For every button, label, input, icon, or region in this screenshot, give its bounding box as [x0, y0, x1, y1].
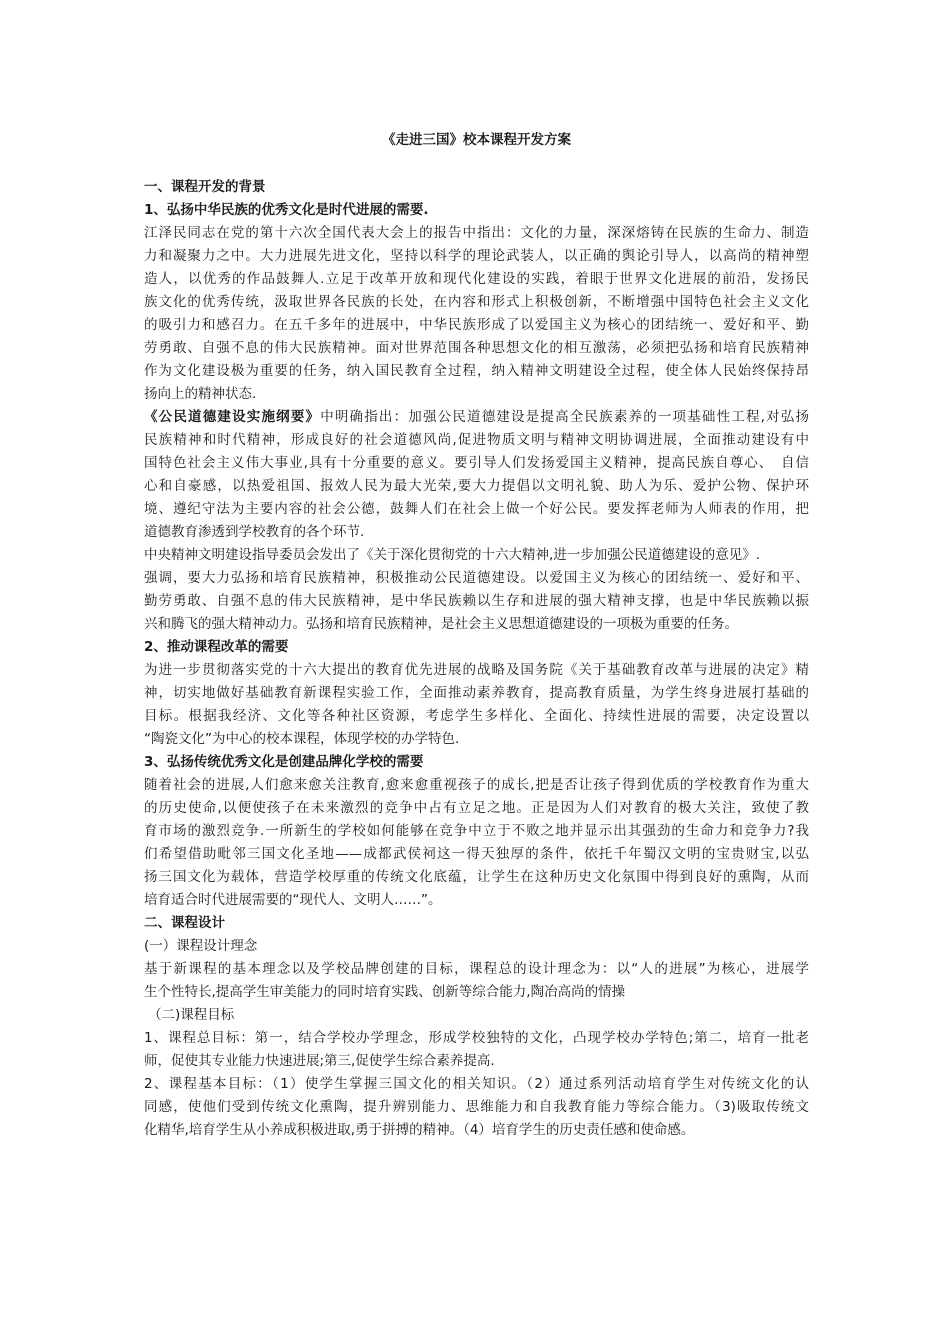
text-line: 的吸引力和感召力。在五千多年的进展中，中华民族形成了以爱国主义为核心的团结统一、爱好和平、勤: [144, 317, 809, 333]
text-line: 勤劳勇敢、自强不息的伟大民族精神，是中华民族赖以生存和进展的强大精神支撑，也是中华民族赖以振: [144, 593, 809, 609]
document-body: [144, 176, 809, 1142]
section-heading: 3、弘扬传统优秀文化是创建品牌化学校的需要: [144, 754, 424, 770]
text-line: 目标。根据我经济、文化等各种社区资源，考虑学生多样化、全面化、持续性进展的需要，决定设置以: [144, 708, 809, 724]
text-line: 2、课程基本目标：（1）使学生掌握三国文化的相关知识。（2）通过系列活动培育学生对传统文化的认: [144, 1076, 809, 1092]
text-line: 劳勇敢、自强不息的伟大民族精神。面对世界范围各种思想文化的相互激荡，必须把弘扬和培育民族精神: [144, 340, 809, 356]
text-line: （二)课程目标: [148, 1007, 235, 1023]
text-line: 强调，要大力弘扬和培育民族精神，积极推动公民道德建设。以爱国主义为核心的团结统一、爱好和平、: [144, 570, 809, 586]
section-heading: 一、课程开发的背景: [144, 179, 266, 195]
text-line: 造人，以优秀的作品鼓舞人.立足于改革开放和现代化建设的实践，着眼于世界文化进展的前沿，发扬民: [144, 271, 809, 287]
bold-citation: 《公民道德建设实施纲要》: [144, 409, 321, 425]
text-line: 1、课程总目标：第一，结合学校办学理念，形成学校独特的文化，凸现学校办学特色;第二，培育一批老: [144, 1030, 809, 1046]
text-line: 族文化的优秀传统，汲取世界各民族的长处，在内容和形式上积极创新，不断增强中国特色社会主义文化: [144, 294, 809, 310]
text-line: 神，切实地做好基础教育新课程实验工作，全面推动素养教育，提高教育质量，为学生终身进展打基础的: [144, 685, 809, 701]
text-line: 兴和腾飞的强大精神动力。弘扬和培育民族精神，是社会主义思想道德建设的一项极为重要的任务。: [144, 616, 738, 632]
section-heading: 1、弘扬中华民族的优秀文化是时代进展的需要.: [144, 202, 429, 218]
text-line: 道德教育渗透到学校教育的各个环节.: [144, 524, 365, 540]
text-line: 的历史使命,以便使孩子在未来激烈的竞争中占有立足之地。正是因为人们对教育的极大关注，致使了教: [144, 800, 809, 816]
text-line: [144, 406, 809, 429]
text-line: 们希望借助毗邻三国文化圣地——成都武侯祠这一得天独厚的条件，依托千年蜀汉文明的宝贵财宝,以弘: [144, 846, 809, 862]
text-line: 随着社会的进展,人们愈来愈关注教育,愈来愈重视孩子的成长,把是否让孩子得到优质的学校教育作为重大: [144, 777, 809, 793]
text-line: 育市场的激烈竞争.一所新生的学校如何能够在竞争中立于不败之地并显示出其强劲的生命力和竞争力?我: [144, 823, 809, 839]
page-title: 《走进三国》校本课程开发方案: [382, 132, 571, 148]
text-line: 扬向上的精神状态.: [144, 386, 257, 402]
text-line: 化精华,培育学生从小养成积极进取,勇于拼搏的精神。（4）培育学生的历史责任感和使命感。: [144, 1122, 695, 1138]
text-line: 力和凝聚力之中。大力进展先进文化，坚持以科学的理论武装人，以正确的舆论引导人，以高尚的精神塑: [144, 248, 809, 264]
text-line: 境、遵纪守法为主要内容的社会公德，鼓舞人们在社会上做一个好公民。要发挥老师为人师表的作用，把: [144, 501, 809, 517]
text-line: 基于新课程的基本理念以及学校品牌创建的目标，课程总的设计理念为：以“人的进展”为核心，进展学: [144, 961, 809, 977]
text-line: 心和自豪感，以热爱祖国、报效人民为最大光荣,要大力提倡以文明礼貌、助人为乐、爱护公物、保护环: [144, 478, 809, 494]
text-line: 中央精神文明建设指导委员会发出了《关于深化贯彻党的十六大精神,进一步加强公民道德建设的意见》.: [144, 547, 761, 563]
text-line: 江泽民同志在党的第十六次全国代表大会上的报告中指出：文化的力量，深深熔铸在民族的生命力、制造: [144, 225, 809, 241]
section-heading: 二、课程设计: [144, 915, 225, 931]
text-line: 师，促使其专业能力快速进展;第三,促使学生综合素养提高.: [144, 1053, 495, 1069]
text-line: “陶瓷文化”为中心的校本课程，体现学校的办学特色.: [144, 731, 460, 747]
text-span: 中明确指出：加强公民道德建设是提高全民族素养的一项基础性工程,对弘扬: [320, 409, 809, 425]
text-line: 民族精神和时代精神，形成良好的社会道德风尚,促进物质文明与精神文明协调进展，全面推动建设有中: [144, 432, 809, 448]
text-line: 为进一步贯彻落实党的十六大提出的教育优先进展的战略及国务院《关于基础教育改革与进展的决定》精: [144, 662, 809, 678]
text-line: 扬三国文化为载体，营造学校厚重的传统文化底蕴，让学生在这种历史文化氛围中得到良好的熏陶，从而: [144, 869, 809, 885]
text-line: 培育适合时代进展需要的“现代人、文明人……”。: [144, 892, 442, 908]
text-line: 国特色社会主义伟大事业,具有十分重要的意义。要引导人们发扬爱国主义精神，提高民族自尊心、 自信: [144, 455, 809, 471]
text-line: 同感，使他们受到传统文化熏陶，提升辨别能力、思维能力和自我教育能力等综合能力。（3)吸取传统文: [144, 1099, 809, 1115]
text-line: (一）课程设计理念: [144, 938, 258, 954]
text-line: 生个性特长,提高学生审美能力的同时培育实践、创新等综合能力,陶冶高尚的情操: [144, 984, 626, 1000]
section-heading: 2、推动课程改革的需要: [144, 639, 289, 655]
text-line: 作为文化建设极为重要的任务，纳入国民教育全过程，纳入精神文明建设全过程，使全体人民始终保持昂: [144, 363, 809, 379]
